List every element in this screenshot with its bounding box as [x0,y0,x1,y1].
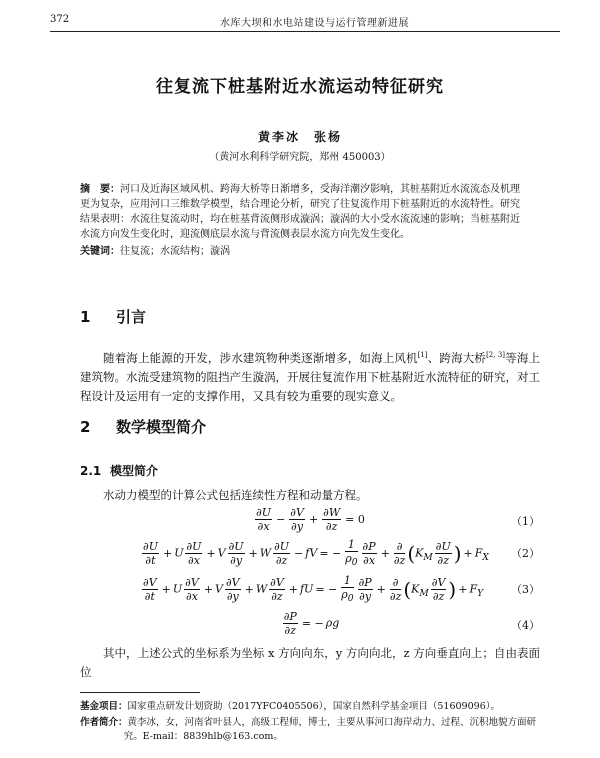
page-number: 372 [50,14,70,25]
abstract-body [80,182,520,242]
intro-text-2: 、跨海大桥 [427,350,487,365]
section-number: 1 [80,308,91,326]
abstract-label: 摘 要： [80,184,120,195]
header-rule [50,31,560,32]
abstract [80,182,520,259]
equation-number: （3） [511,583,540,596]
keywords-text: 往复流；水流结构；漩涡 [120,246,230,257]
keywords [80,244,520,259]
author-label: 作者简介： [80,717,128,728]
author-text: 黄李冰，女，河南省叶县人，高级工程师，博士，主要从事河口海岸动力、过程、沉积地貌方面研究。E-mail：8839hlb@163.com。 [123,717,537,742]
equation-1 [120,506,540,536]
paper-title: 往复流下桩基附近水流运动特征研究 [156,77,444,97]
footnote-fund [80,700,550,714]
footnote-author [80,716,550,744]
equation-3-body: $\frac{\partial V}{\partial t}$ + U $\frac{\partial V}{\partial x}$ + V $\frac{\partial V}{\partial y}$ + W $\frac{\partial V}{\partial z}$ + fU = − $\frac{1}{\rho_0}$ $\frac{\partial P}{\partial y}$ + $\frac{\partial}{\partial z}$ ($K_M$ $\frac{\partial V}{\partial z}$ ) + $F_Y$ [143,574,484,605]
equation-3 [140,574,540,604]
section-heading-1 [80,306,146,327]
intro-text-1: 随着海上能源的开发，涉水建筑物种类逐渐增多，如海上风机 [103,350,418,365]
equation-number: （4） [511,619,540,632]
model-intro-paragraph: 水动力模型的计算公式包括连续性方程和动量方程。 [103,488,368,502]
journal-title: 水库大坝和水电站建设与运行管理新进展 [220,18,409,29]
subsection-number: 2.1 [80,464,102,478]
equation-4 [120,610,540,640]
equation-number: （2） [511,547,540,560]
equation-2 [140,538,540,568]
subsection-heading-2-1 [80,462,158,479]
fund-label: 基金项目： [80,701,128,712]
running-header [50,14,560,34]
equation-number: （1） [511,515,540,528]
section-title: 数学模型简介 [116,418,207,436]
footnote-rule [80,692,200,693]
intro-text-3: 等海上建筑物。水流受建筑物的阻挡产生漩涡，开展往复流作用下桩基附近水流特征的研究，对工程设计及运用有一定的支撑作用，又具有较为重要的现实意义。 [80,350,541,403]
section-heading-2 [80,416,206,437]
intro-paragraph [80,346,540,406]
equation-1-body: $\frac{\partial U}{\partial x}$ − $\frac{\partial V}{\partial y}$ + $\frac{\partial W}{\partial z}$ = 0 [256,506,365,533]
keywords-label: 关键词： [80,246,120,257]
subsection-title: 模型简介 [110,464,159,478]
affiliation: （黄河水利科学研究院，郑州 450003） [209,152,391,163]
equation-2-body: $\frac{\partial U}{\partial t}$ + U $\frac{\partial U}{\partial x}$ + V $\frac{\partial U}{\partial y}$ + W $\frac{\partial U}{\partial z}$ − fV = − $\frac{1}{\rho_0}$ $\frac{\partial P}{\partial x}$ + $\frac{\partial}{\partial z}$ ($K_M$ $\frac{\partial U}{\partial z}$ ) + $F_X$ [143,538,489,569]
fund-text: 国家重点研发计划资助（2017YFC0405506），国家自然科学基金项目（51609096）。 [127,701,500,712]
authors: 黄李冰 张杨 [257,130,342,144]
equation-4-body: $\frac{\partial P}{\partial z}$ = − ρg [283,610,340,637]
coordinate-paragraph: 其中，上述公式的坐标系为坐标 x 方向向东，y 方向向北，z 方向垂直向上；自由表面位 [80,646,540,679]
section-title: 引言 [116,308,147,326]
section-number: 2 [80,418,91,436]
citation-1: [1] [417,351,428,359]
abstract-text: 河口及近海区域风机、跨海大桥等日渐增多，受海洋潮汐影响，其桩基附近水流流态及机理更为复杂，应用河口三维数学模型，结合理论分析，研究了往复流作用下桩基附近的水流特性。研究结果表明：水流往复流动时，均在桩基背流侧形成漩涡；漩涡的大小受水流流速的影响；当桩基附近水流方向发生变化时，迎流侧底层水流与背流侧表层水流方向先发生变化。 [80,184,520,240]
citation-2-3: [2, 3] [486,351,506,359]
